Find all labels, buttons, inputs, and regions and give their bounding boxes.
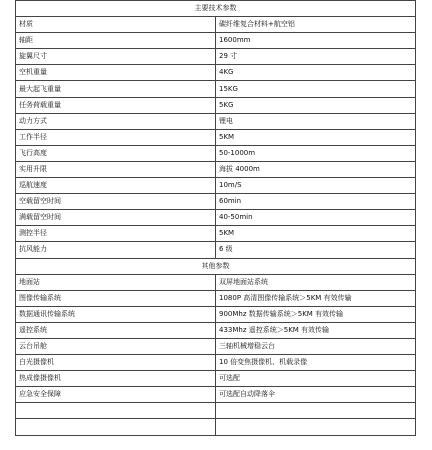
param-value: 碳纤维复合材料+航空铝 — [216, 17, 416, 33]
param-label: 空机重量 — [16, 65, 216, 81]
param-label: 材质 — [16, 17, 216, 33]
param-value: 40-50min — [216, 210, 416, 226]
param-value: 15KG — [216, 81, 416, 97]
param-value: 433Mhz 遥控系统＞5KM 有效传输 — [216, 322, 416, 338]
table-row — [16, 355, 416, 371]
param-value: 6 级 — [216, 242, 416, 258]
param-label: 云台吊舱 — [16, 338, 216, 354]
param-value: 10m/S — [216, 178, 416, 194]
param-value: 5KM — [216, 226, 416, 242]
param-label: 飞行高度 — [16, 145, 216, 161]
table-row — [16, 129, 416, 145]
param-value: 可选配 — [216, 371, 416, 387]
table-row — [16, 419, 416, 435]
param-value: 三轴机械增稳云台 — [216, 338, 416, 354]
table-row — [16, 322, 416, 338]
section-title: 其他参数 — [16, 258, 416, 274]
param-label: 工作半径 — [16, 129, 216, 145]
param-label: 地面站 — [16, 274, 216, 290]
table-row — [16, 226, 416, 242]
table-row — [16, 81, 416, 97]
table-row — [16, 403, 416, 419]
param-label: 数据通讯传输系统 — [16, 306, 216, 322]
param-value: 锂电 — [216, 113, 416, 129]
param-label: 任务荷载重量 — [16, 97, 216, 113]
spec-sheet — [15, 0, 416, 436]
param-value: 海拔 4000m — [216, 161, 416, 177]
param-value: 5KM — [216, 129, 416, 145]
param-value: 5KG — [216, 97, 416, 113]
table-row — [16, 161, 416, 177]
param-label: 抗风能力 — [16, 242, 216, 258]
section-header-row — [16, 258, 416, 274]
param-value: 29 寸 — [216, 49, 416, 65]
param-label: 满载留空时间 — [16, 210, 216, 226]
table-row — [16, 194, 416, 210]
param-label: 测控半径 — [16, 226, 216, 242]
param-value: 10 倍变焦摄像机、机载录像 — [216, 355, 416, 371]
param-label: 热成像摄像机 — [16, 371, 216, 387]
table-row — [16, 274, 416, 290]
table-row — [16, 371, 416, 387]
table-row — [16, 49, 416, 65]
param-value: 1600mm — [216, 33, 416, 49]
param-value: 1080P 高清图像传输系统＞5KM 有效传输 — [216, 290, 416, 306]
table-row — [16, 210, 416, 226]
table-row — [16, 17, 416, 33]
table-row — [16, 338, 416, 354]
param-value: 50-1000m — [216, 145, 416, 161]
table-row — [16, 387, 416, 403]
param-label: 最大起飞重量 — [16, 81, 216, 97]
param-value: 双屏地面站系统 — [216, 274, 416, 290]
param-value: 4KG — [216, 65, 416, 81]
table-row — [16, 242, 416, 258]
table-row — [16, 33, 416, 49]
spec-table — [15, 0, 416, 436]
table-row — [16, 306, 416, 322]
table-row — [16, 65, 416, 81]
param-label — [16, 403, 216, 419]
param-value: 可选配自动降落伞 — [216, 387, 416, 403]
param-value: 900Mhz 数据传输系统＞5KM 有效传输 — [216, 306, 416, 322]
param-label: 遥控系统 — [16, 322, 216, 338]
table-row — [16, 290, 416, 306]
table-row — [16, 145, 416, 161]
param-label: 白光摄像机 — [16, 355, 216, 371]
param-label: 图像传输系统 — [16, 290, 216, 306]
param-value: 60min — [216, 194, 416, 210]
table-row — [16, 178, 416, 194]
param-label: 轴距 — [16, 33, 216, 49]
section-header-row — [16, 1, 416, 17]
param-label: 空载留空时间 — [16, 194, 216, 210]
param-label: 旋翼尺寸 — [16, 49, 216, 65]
table-row — [16, 97, 416, 113]
param-label — [16, 419, 216, 435]
table-row — [16, 113, 416, 129]
param-value — [216, 403, 416, 419]
param-label: 动力方式 — [16, 113, 216, 129]
param-label: 应急安全保障 — [16, 387, 216, 403]
section-title: 主要技术参数 — [16, 1, 416, 17]
param-value — [216, 419, 416, 435]
param-label: 巡航速度 — [16, 178, 216, 194]
param-label: 实用升限 — [16, 161, 216, 177]
